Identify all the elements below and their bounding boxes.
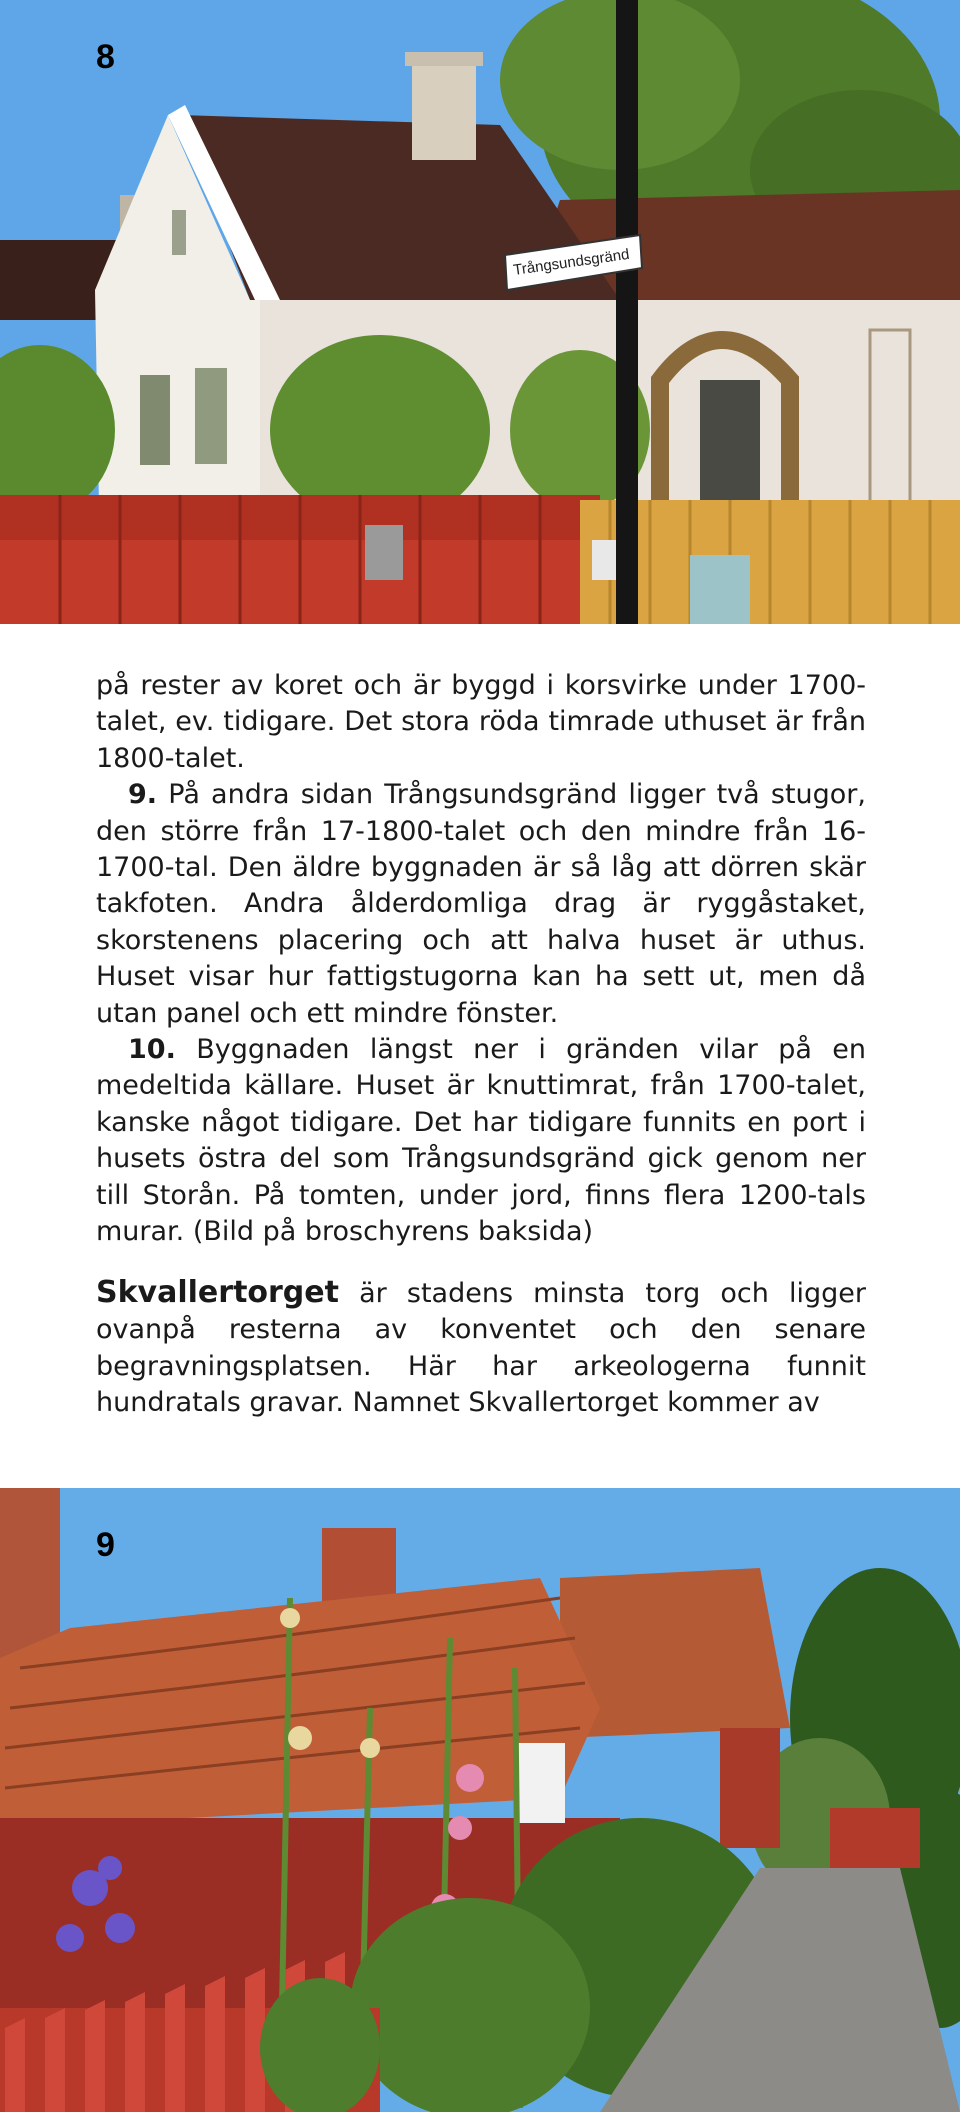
skvallertorget-text: är stadens minsta torg och ligger ovanpå resterna av konventet och den senare begravningsplatsen. Här har arkeologerna funnit hundratals gravar. Namnet Skvallertorget kommer av: [96, 1278, 866, 1419]
paragraph-3: [96, 1032, 866, 1250]
paragraph-3-text: Byggnaden längst ner i gränden vilar på en medeltida källare. Huset är knuttimrat, från 1700-talet, kanske något tidigare. Det har tidigare funnits en port i husets östra del som Trångsundsgränd gick genom ner till Storån. På tomten, under jord, finns flera 1200-tals murar. (Bild på broschyrens baksida): [96, 1034, 866, 1248]
photo-red-cottages: [0, 1488, 960, 2112]
figure-number: 8: [96, 38, 115, 76]
photo-house-trangsundsgrand: [0, 0, 960, 624]
skvallertorget-heading: Skvallertorget: [96, 1275, 339, 1310]
street-sign-text: Trångsundsgränd: [512, 245, 631, 279]
item-number-10: 10.: [128, 1034, 176, 1066]
house-illustration: [0, 0, 960, 624]
article-text: [96, 668, 866, 1251]
cottage-illustration: [0, 1488, 960, 2112]
paragraph-2: [96, 777, 866, 1032]
skvallertorget-paragraph: [96, 1275, 866, 1422]
item-number-9: 9.: [128, 779, 158, 811]
figure-number: 9: [96, 1526, 115, 1564]
paragraph-1: på rester av koret och är byggd i korsvirke under 1700-talet, ev. tidigare. Det stora röda timrade uthuset är från 1800-talet.: [96, 670, 866, 774]
paragraph-2-text: På andra sidan Trångsundsgränd ligger två stugor, den större från 17-1800-talet och den mindre från 16-1700-tal. Den äldre byggnaden är så låg att dörren skär takfoten. Andra ålderdomliga drag är ryggåstaket, skorstenens placering och att halva huset är uthus. Huset visar hur fattigstugorna kan ha sett ut, men då utan panel och ett mindre fönster.: [96, 779, 866, 1029]
skvallertorget-section: [96, 1275, 866, 1422]
